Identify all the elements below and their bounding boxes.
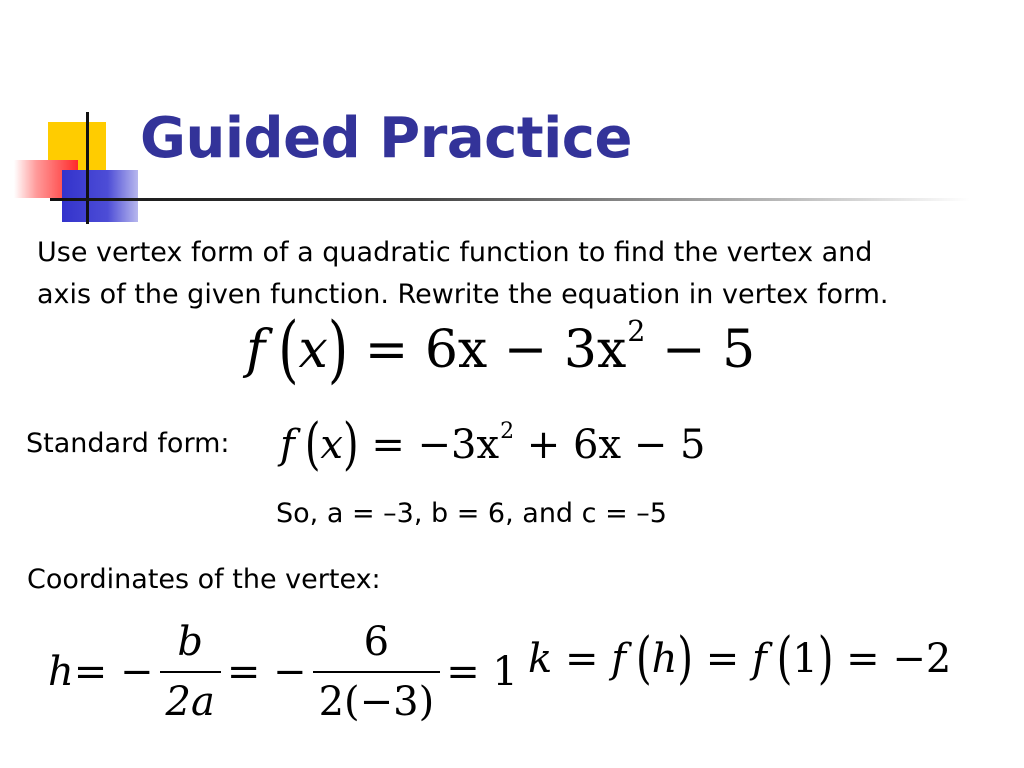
- eq-f: f: [246, 320, 266, 380]
- eq-exponent: 2: [627, 314, 646, 349]
- k-h: h: [651, 636, 678, 682]
- standard-form-label: Standard form:: [26, 428, 230, 459]
- eq-minus2: −: [662, 320, 706, 380]
- h-fraction-bar-2: [313, 671, 441, 673]
- k-formula: k = f (h) = f (1) = −2: [528, 626, 952, 692]
- eq-const: 5: [722, 320, 756, 380]
- std-rhs-a: = −3x: [371, 422, 500, 468]
- std-exponent: 2: [500, 419, 515, 445]
- h-eq2: = −: [226, 649, 307, 695]
- k-one: 1: [792, 636, 818, 682]
- title-underline: [50, 198, 970, 201]
- h-den2: 2(−3): [318, 679, 435, 725]
- eq-minus1: −: [503, 320, 548, 380]
- k-result: = −2: [846, 636, 952, 682]
- std-rhs-b: + 6x − 5: [526, 422, 706, 468]
- coefficients-text: So, a = –3, b = 6, and c = –5: [276, 498, 667, 529]
- std-f: f: [280, 422, 295, 468]
- h-fraction-1: [160, 619, 221, 725]
- instructions-line-1: Use vertex form of a quadratic function to find the vertex and: [37, 237, 873, 268]
- h-var: h: [48, 649, 74, 695]
- eq-term2: 3x: [563, 320, 627, 380]
- instructions: [37, 232, 1012, 316]
- k-eq2: =: [705, 636, 740, 682]
- k-f1: f: [611, 636, 627, 682]
- k-eq1: =: [564, 636, 599, 682]
- h-fraction-bar-1: [160, 671, 221, 673]
- eq-term1: 6x: [424, 320, 488, 380]
- eq-equals: =: [364, 320, 409, 380]
- slide-title: Guided Practice: [140, 106, 632, 171]
- h-num1: b: [177, 619, 203, 665]
- h-formula: [48, 612, 524, 732]
- eq-x: x: [298, 320, 328, 380]
- standard-form-equation: f $(x) = -3x^2 + 6x - 5$: [280, 412, 706, 478]
- h-den1: 2a: [165, 679, 215, 725]
- h-num2: 6: [363, 619, 390, 665]
- std-x: x: [320, 422, 343, 468]
- h-fraction-2: [313, 619, 441, 725]
- k-var: k: [528, 636, 553, 682]
- h-eq1: = −: [73, 649, 154, 695]
- given-equation: f $(x) = 6x - 3x^2 - 5$: [246, 308, 756, 392]
- k-f2: f: [751, 636, 767, 682]
- logo-vertical-line: [86, 112, 89, 224]
- instructions-line-2: axis of the given function. Rewrite the equation in vertex form.: [37, 279, 889, 310]
- vertex-label: Coordinates of the vertex:: [27, 564, 381, 595]
- h-eq3: = 1: [446, 649, 518, 695]
- logo-blue-square: [62, 170, 138, 222]
